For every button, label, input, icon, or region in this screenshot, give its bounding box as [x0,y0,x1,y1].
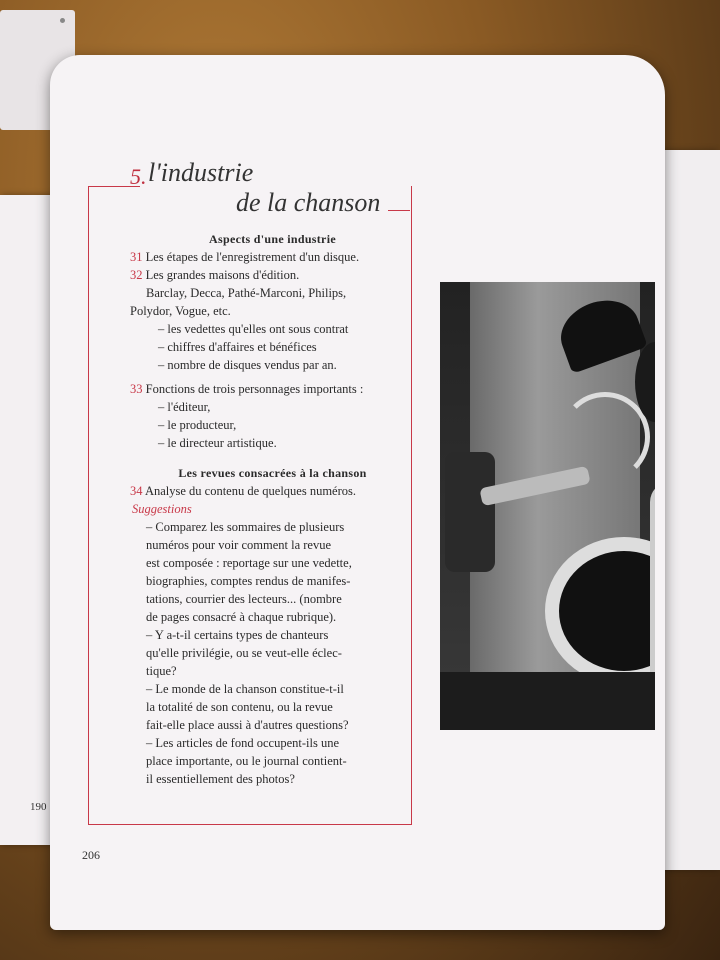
chapter-title [118,158,408,228]
item-text: Fonctions de trois personnages importants : [145,382,364,396]
list-item: – nombre de disques vendus par an. [158,358,337,372]
item-33 [130,380,415,398]
list-item: – l'éditeur, [158,400,211,414]
text-line: biographies, comptes rendus de manifes- [146,574,351,588]
list-item: – le producteur, [158,418,237,432]
text-line: il essentiellement des photos? [146,772,295,786]
suggestion-2 [130,626,415,680]
operator-shoulder [650,482,655,702]
item-31 [130,248,415,266]
text-line: tique? [146,664,177,678]
item-32-line3: Polydor, Vogue, etc. [130,304,231,318]
cutting-head [445,452,495,572]
suggestion-1 [130,518,415,626]
pin-icon [60,18,65,23]
item-number: 32 [130,268,143,282]
text-line: fait-elle place aussi à d'autres questions? [146,718,349,732]
text-line: – Les articles de fond occupent-ils une [146,736,339,750]
previous-page-number: 190 [30,801,47,813]
item-text: Les grandes maisons d'édition. [145,268,300,282]
text-line: de pages consacré à chaque rubrique). [146,610,337,624]
item-number: 31 [130,250,143,264]
text-line: tations, courrier des lecteurs... (nombre [146,592,342,606]
item-34 [130,482,415,500]
text-line: – Le monde de la chanson constitue-t-il [146,682,344,696]
turntable-photo [440,282,655,730]
item-text: Les étapes de l'enregistrement d'un disque. [145,250,360,264]
item-text: Analyse du contenu de quelques numéros. [144,484,356,498]
list-item: – chiffres d'affaires et bénéfices [158,340,317,354]
text-line: numéros pour voir comment la revue [146,538,332,552]
chapter-title-line2: de la chanson [236,188,381,217]
item-32-line2: Barclay, Decca, Pathé-Marconi, Philips, [146,286,347,300]
chapter-number: 5. [130,164,147,189]
section-heading-reviews: Les revues consacrées à la chanson [178,466,367,480]
item-number: 34 [130,484,143,498]
list-item: – le directeur artistique. [158,436,277,450]
chapter-content [130,230,415,788]
text-line: – Comparez les sommaires de plusieurs [146,520,345,534]
suggestions-label: Suggestions [132,502,192,516]
text-line: place importante, ou le journal contient- [146,754,347,768]
text-line: la totalité de son contenu, ou la revue [146,700,333,714]
text-line: est composée : reportage sur une vedette, [146,556,352,570]
list-item: – les vedettes qu'elles ont sous contrat [158,322,349,336]
suggestion-4 [130,734,415,788]
text-line: qu'elle privilégie, ou se veut-elle éclec- [146,646,342,660]
chapter-title-line1: l'industrie [148,158,254,187]
section-heading-industry: Aspects d'une industrie [209,232,336,246]
item-number: 33 [130,382,143,396]
page-number: 206 [82,848,100,862]
item-32 [130,266,415,284]
suggestion-3 [130,680,415,734]
text-line: – Y a-t-il certains types de chanteurs [146,628,329,642]
